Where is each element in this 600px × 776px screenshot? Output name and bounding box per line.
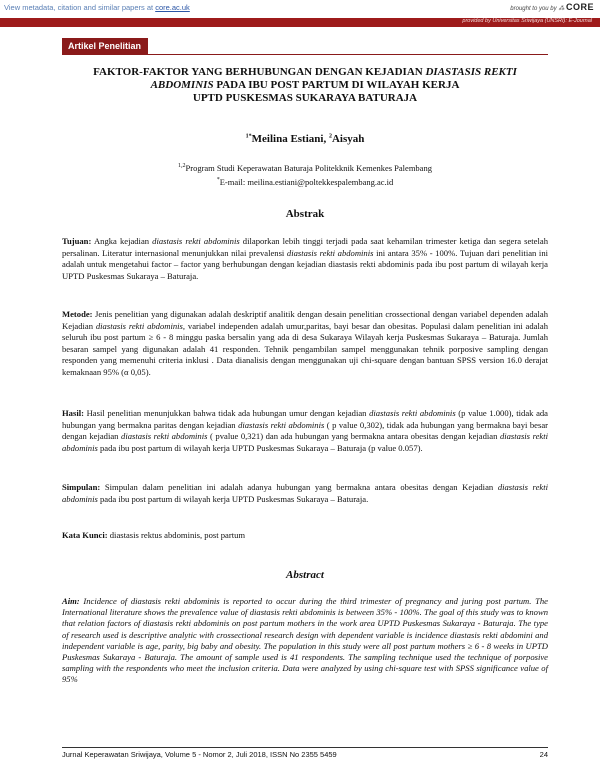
affil-email[interactable]: E-mail: meilina.estiani@poltekkespalembang.ac.id xyxy=(219,176,394,187)
para-italic: diastasis rekti abdominis xyxy=(238,419,325,430)
core-topbar xyxy=(0,0,600,18)
affil-program: Program Studi Keperawatan Baturaja Politekknik Kemenkes Palembang xyxy=(185,162,432,173)
affiliation xyxy=(62,160,548,188)
core-logo-icon: ⁂ xyxy=(558,6,565,12)
para-text: ini antara 35% - 100%. Tujuan dari penelitian ini adalah untuk mengetahui factor – factor yang berhubungan dengan kejadian diastasis rekti abdominis pada ibu post partum di wilayah kerja UPTD Puskesmas Sukaraya – Baturaja. xyxy=(62,247,548,281)
para-text: Jenis penelitian yang digunakan adalah deskriptif analitik dengan desain penelitian crossectional dengan variabel dependen adalah Kejadian xyxy=(62,309,548,331)
author-name: Aisyah xyxy=(331,133,365,145)
core-logo-text: CORE xyxy=(565,2,594,12)
para-text: Hasil penelitian menunjukkan bahwa tidak ada hubungan umur dengan kejadian xyxy=(83,408,370,418)
para-italic: diastasis rekti abdominis xyxy=(62,482,548,504)
metadata-link-text[interactable] xyxy=(4,3,190,12)
author-sup: 1* xyxy=(245,133,252,140)
para-italic: diastasis rekti abdominis xyxy=(369,408,456,418)
title-text: FAKTOR-FAKTOR YANG BERHUBUNGAN DENGAN KEJADIAN xyxy=(93,66,426,78)
abstrak-heading: Abstrak xyxy=(285,208,325,220)
para-text: pada ibu post partum di wilayah kerja UPTD Puskesmas Sukaraya – Baturaja (p value 0.057). xyxy=(97,442,423,453)
author-name: Meilina Estiani, xyxy=(251,133,329,145)
provider-bar xyxy=(0,18,600,27)
para-text: diastasis rektus abdominis, post partum xyxy=(107,530,246,540)
para-text: ( pvalue 0,321) dan ada hubungan yang bermakna antara obesitas dengan kejadian xyxy=(207,431,500,441)
para-text: (p value 1.000), tidak ada hubungan yang bermakna paritas dengan kejadian xyxy=(62,408,548,430)
section-label: Artikel Penelitian xyxy=(62,38,148,54)
para-label: Metode: xyxy=(62,309,93,319)
para-label: Hasil: xyxy=(62,408,84,418)
para-italic: diastasis rekti abdominis xyxy=(95,320,183,331)
abstract-heading: Abstract xyxy=(286,569,324,581)
metadata-text: View metadata, citation and similar papers at xyxy=(4,3,156,12)
para-text: , variabel independen adalah umur,paritas, bayi besar dan obesitas. Populasi dalam penelitian ini adalah seluruh ibu post partum ≥ 6 - 8 minggu paska bersalin yang ada di desa Sukaraya Wilayah kerja Puskesmas Sukaraya – Baturaja. Jumlah besaran sampel yang digunakan adalah 41 responden. Tehnik pengambilan sampel menggunakan tehnik porposive sampling dengan responden yang memenuhi criteria inklusi . Data dianalisis dengan menggunakan uji chi-square dengan bantuan SPSS version 16.0 derajat kemaknaan 95% (α 0,05). xyxy=(62,320,548,377)
para-italic: diastasis rekti abdominis xyxy=(62,431,548,453)
brought-text: brought to you by xyxy=(510,6,557,12)
affil-sup: 1,2 xyxy=(178,163,186,169)
footer-journal: Jurnal Keperawatan Sriwijaya, Volume 5 - Nomor 2, Juli 2018, ISSN No 2355 5459 xyxy=(62,750,337,759)
provider-text: provided by Universitas Sriwijaya (UNSRI): E-Journal xyxy=(462,18,592,24)
tujuan-paragraph xyxy=(62,236,548,282)
para-text: Incidence of diastasis rekti abdominis is reported to occur during the third trimester of pregnancy and juring post partum. The International literature shows the prevalence value of diastasis rekti abdominis is between 35% - 100%. The goal of this study was to known that relation factors of diastasis rekti abdominis on post partum mothers in the work area UPTD Puskesmas Sukaraya - Baturaja. The type of research used is descriptive analytic with crossectional research design with dependent variable is incidence diastasis rekti abdomini and independent variable is age, parity, big baby and obesity. The population in this study were all post partum mothers ≥ 6 - 8 weeks in UPTD Puskesmas Sukaraya - Baturaja. The amount of sample used is 41 respondents. The sampling technique used the technique of porposive sampling with the respondents who meet the inclusion criteria. Data were analyzed by using chi-square test with SPSS significance value of 95% xyxy=(62,596,548,685)
page-footer xyxy=(62,750,548,759)
affil-sup: * xyxy=(216,176,220,183)
para-text: pada ibu post partum di wilayah kerja UPTD Puskesmas Sukaraya – Baturaja. xyxy=(97,493,369,504)
core-link[interactable]: core.ac.uk xyxy=(155,3,190,12)
para-italic: diastasis rekti abdominis xyxy=(152,236,240,246)
simpulan-paragraph xyxy=(62,482,548,505)
para-label: Aim: xyxy=(62,596,80,606)
para-label: Tujuan: xyxy=(62,236,92,246)
hasil-paragraph xyxy=(62,408,548,454)
para-label: Kata Kunci: xyxy=(62,530,108,540)
paper-title xyxy=(62,66,548,105)
para-label: Simpulan: xyxy=(62,482,101,492)
aim-paragraph xyxy=(62,596,548,686)
para-text: Angka kejadian xyxy=(91,236,153,246)
kata-kunci-paragraph xyxy=(62,530,548,542)
page-number: 24 xyxy=(539,750,548,759)
authors xyxy=(62,133,548,145)
author-sup: 2 xyxy=(328,133,332,140)
para-italic: diastasis rekti abdominis xyxy=(286,247,374,258)
title-text: PADA IBU POST PARTUM DI WILAYAH KERJA xyxy=(213,79,460,91)
title-italic: ABDOMINIS xyxy=(150,79,214,91)
footer-rule xyxy=(62,747,548,748)
title-italic: DIASTASIS REKTI xyxy=(425,66,517,78)
core-brand[interactable] xyxy=(510,2,594,12)
para-text: Simpulan dalam penelitian ini adalah adanya hubungan yang bermakna antara obesitas dengan Kejadian xyxy=(100,482,498,492)
para-text: ( p value 0,302), tidak ada hubungan yang bermakna bayi besar dengan kejadian xyxy=(62,419,549,441)
para-text: dilaporkan lebih tinggi terjadi pada saat kehamilan trimester ketiga dan segera setelah persalinan. Literatur internasional menunjukkan nilai prevalensi xyxy=(62,236,548,258)
metode-paragraph xyxy=(62,309,548,378)
title-text: UPTD PUSKESMAS SUKARAYA BATURAJA xyxy=(192,92,418,104)
section-rule xyxy=(62,54,548,55)
para-italic: diastasis rekti abdominis xyxy=(121,431,208,441)
